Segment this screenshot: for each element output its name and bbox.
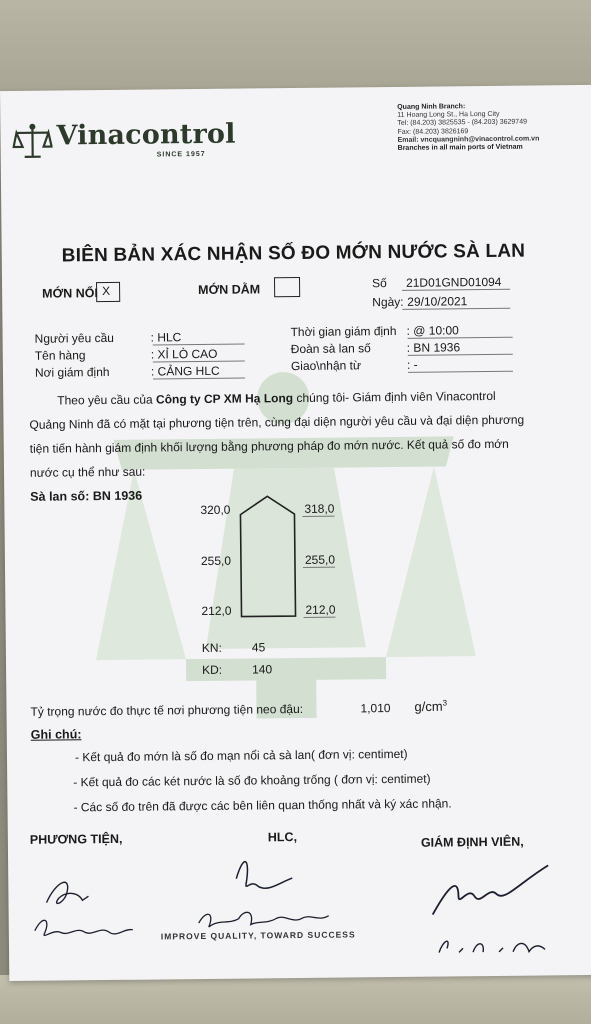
doc-date-value: 29/10/2021: [407, 294, 468, 309]
document-page: [0, 85, 591, 981]
place-value: : CẢNG HLC: [150, 363, 220, 379]
stern-left-reading: 212,0: [201, 603, 232, 619]
intro-paragraph: [29, 384, 530, 485]
branch-footer: Branches in all main ports of Vietnam: [397, 143, 523, 152]
doc-date-label: Ngày:: [372, 294, 404, 310]
branch-line: Email: vncquangninh@vinacontrol.com.vn: [397, 135, 540, 144]
intro-after: chúng tôi- Giám định viên Vinacontrol Quảng Ninh đã có mặt tại phương tiện trên, cùng đại diện người yêu cầu và đại diện phương tiện tiến hành giám định khối lượng bằng phương pháp đo mớn nước. Kết quả số đo mớn nước cụ thể như sau:: [29, 388, 525, 480]
logo-wordmark: Vinacontrol: [56, 118, 236, 152]
mid-right-reading: 255,0: [304, 552, 336, 567]
doc-number-value: 21D01GND01094: [405, 274, 502, 290]
kn-label: KN:: [201, 640, 222, 656]
requester-value: : HLC: [150, 330, 182, 345]
doc-number-label: Số: [371, 276, 387, 291]
note-item: - Kết quả đo các két nước là số đo khoảng trống ( đơn vị: centimet): [73, 771, 431, 790]
kd-value: 140: [252, 662, 273, 677]
bottom-draft-label: MỚN DẰM: [198, 282, 261, 298]
mid-left-reading: 255,0: [200, 553, 232, 569]
delivery-value: : -: [406, 357, 418, 372]
bottom-draft-checkbox: [274, 277, 300, 297]
requester-label: Người yêu cầu: [34, 330, 114, 346]
bow-right-reading: 318,0: [304, 501, 335, 516]
notes-heading: Ghi chú:: [30, 727, 82, 742]
vehicle-signature-label: PHƯƠNG TIỆN,: [29, 831, 123, 847]
density-unit: [414, 698, 447, 714]
density-unit-exponent: 3: [442, 698, 448, 708]
floating-draft-label: MỚN NỔI: [42, 286, 99, 301]
background-top: [0, 0, 591, 95]
density-value: 1,010: [360, 701, 391, 716]
document-title: BIÊN BẢN XÁC NHẬN SỐ ĐO MỚN NƯỚC SÀ LAN: [61, 240, 526, 267]
vinacontrol-logo-icon: [12, 121, 52, 161]
logo-since: SINCE 1957: [156, 150, 206, 159]
branch-line: Fax: (84.203) 3826169: [397, 127, 469, 136]
stern-right-reading: 212,0: [305, 602, 336, 617]
barge-number-label-text: Sà lan số:: [30, 489, 90, 504]
branch-line: Tel: (84.203) 3825535 - (84.203) 3629749: [397, 118, 528, 128]
surveyor-handwritten-signature: [428, 855, 569, 966]
time-value: : @ 10:00: [406, 323, 459, 338]
surveyor-signature-label: GIÁM ĐỊNH VIÊN,: [420, 834, 524, 850]
delivery-label: Giao\nhận từ: [290, 358, 362, 374]
kn-value: 45: [251, 640, 266, 655]
note-item: - Kết quả đo mớn là số đo mạn nổi cả sà lan( đơn vị: centimet): [74, 746, 408, 765]
barge-value: : BN 1936: [406, 340, 461, 355]
note-item: - Các số đo trên đã được các bên liên quan thống nhất và ký xác nhận.: [73, 796, 452, 815]
kd-label: KD:: [202, 662, 223, 678]
barge-number-value: BN 1936: [92, 488, 143, 504]
background-bottom: [0, 975, 591, 1024]
goods-label: Tên hàng: [34, 348, 86, 363]
branch-name: Quang Ninh Branch:: [397, 103, 466, 111]
density-unit-text: g/cm: [414, 698, 443, 715]
branch-info: [397, 102, 539, 153]
footer-slogan: IMPROVE QUALITY, TOWARD SUCCESS: [160, 929, 356, 942]
doc-number-underline: [402, 289, 510, 291]
place-label: Nơi giám định: [34, 364, 110, 380]
barge-number-label: [30, 489, 142, 504]
bow-left-reading: 320,0: [200, 502, 231, 518]
vehicle-handwritten-signature: [28, 870, 149, 951]
hlc-signature-label: HLC,: [267, 830, 298, 845]
density-label: Tỷ trọng nước đo thực tế nơi phương tiện neo đậu:: [30, 701, 304, 719]
intro-company: Công ty CP XM Hạ Long: [155, 391, 294, 407]
floating-draft-checkbox: [96, 282, 120, 302]
barge-draft-diagram: [236, 494, 299, 619]
doc-date-underline: [402, 308, 510, 310]
branch-line: 11 Hoang Long St., Ha Long City: [397, 111, 500, 120]
time-label: Thời gian giám định: [290, 323, 397, 340]
floating-draft-mark: X: [102, 283, 111, 299]
intro-before: Theo yêu cầu của: [57, 392, 157, 408]
barge-label: Đoàn sà lan số: [290, 341, 371, 357]
goods-value: : XỈ LÒ CAO: [150, 346, 218, 362]
